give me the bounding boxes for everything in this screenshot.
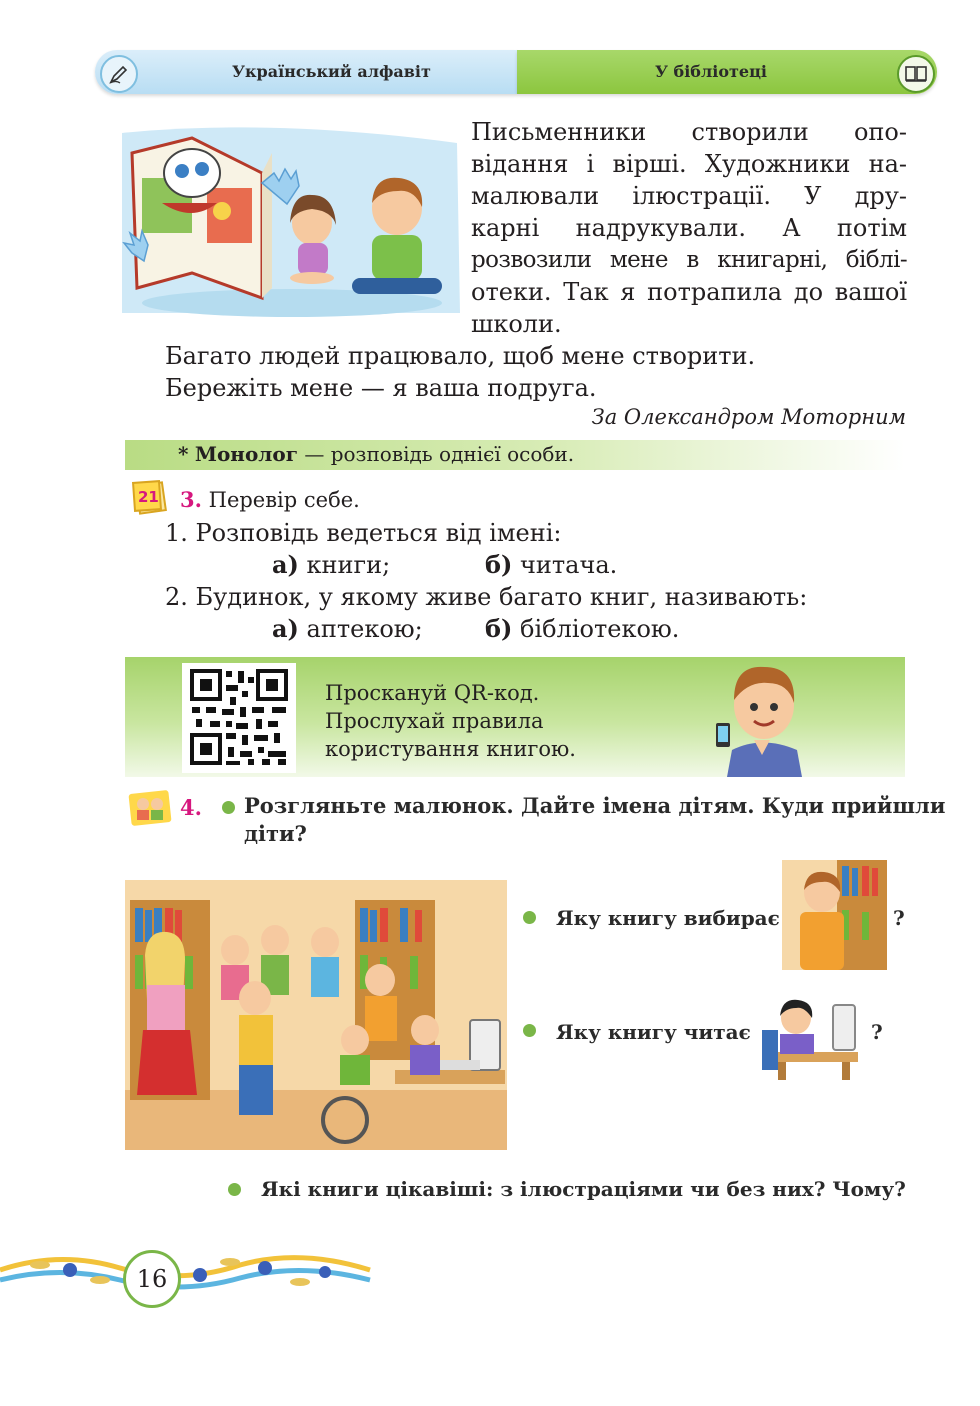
task3-heading bbox=[180, 487, 360, 512]
option-letter: б) bbox=[485, 550, 513, 579]
task3-number: 3. bbox=[180, 487, 202, 512]
story-line-6: отеки. Так я потрапила до вашої bbox=[471, 278, 907, 306]
option-text: бібліотекою. bbox=[520, 615, 680, 643]
qr-code[interactable] bbox=[182, 663, 296, 773]
calendar-icon bbox=[132, 478, 168, 516]
option-letter: б) bbox=[485, 614, 513, 643]
page-number: 16 bbox=[136, 1265, 168, 1293]
story-line-2: відання і вірші. Художники на- bbox=[471, 150, 907, 178]
children-reading-icon bbox=[128, 788, 174, 828]
book-children-illustration bbox=[122, 123, 462, 318]
book-icon bbox=[897, 55, 935, 93]
task4-number: 4. bbox=[180, 795, 202, 820]
story-line-full-1: Багато людей працювало, щоб мене створити. bbox=[165, 342, 756, 370]
definition-star: * bbox=[178, 442, 189, 466]
task4-text-line-1: Розгляньте малюнок. Дайте імена дітям. Куди прийшли bbox=[244, 793, 946, 818]
definition-text bbox=[178, 442, 574, 466]
story-line-7: школи. bbox=[471, 310, 562, 338]
task3-question-1: 1. Розповідь ведеться від імені: bbox=[165, 519, 562, 547]
question-mark: ? bbox=[893, 906, 905, 930]
story-line-4: карні надрукували. А потім bbox=[471, 214, 907, 242]
bullet-icon bbox=[228, 1183, 241, 1196]
library-illustration bbox=[125, 880, 507, 1150]
story-line-3: малювали ілюстрації. У дру- bbox=[471, 182, 907, 210]
question-choose-book: Яку книгу вибирає bbox=[556, 906, 780, 930]
definition-body: — розповідь однієї особи. bbox=[304, 442, 575, 466]
story-author: За Олександром Моторним bbox=[591, 405, 906, 429]
boy-at-computer-picture bbox=[758, 990, 863, 1080]
task3-question-2: 2. Будинок, у якому живе багато книг, називають: bbox=[165, 583, 808, 611]
task3-q1-option-a bbox=[272, 549, 390, 581]
task4-text-line-2: діти? bbox=[244, 821, 307, 846]
boy-choosing-book-picture bbox=[782, 860, 887, 970]
story-line-full-2: Бережіть мене — я ваша подруга. bbox=[165, 374, 597, 402]
task3-q2-option-b bbox=[485, 613, 679, 645]
option-text: книги; bbox=[306, 551, 391, 579]
qr-line-3: користування книгою. bbox=[325, 737, 576, 761]
header-right-title: У бібліотеці bbox=[655, 62, 767, 81]
question-mark: ? bbox=[871, 1020, 883, 1044]
definition-term: Монолог bbox=[194, 442, 298, 466]
option-text: читача. bbox=[520, 551, 618, 579]
svg-text:21: 21 bbox=[138, 488, 159, 506]
pen-icon bbox=[100, 55, 138, 93]
bullet-icon bbox=[523, 1024, 536, 1037]
qr-line-1: Проскануй QR-код. bbox=[325, 681, 540, 705]
page-number-badge bbox=[123, 1250, 181, 1308]
option-letter: а) bbox=[272, 614, 299, 643]
bullet-icon bbox=[222, 801, 235, 814]
task3-title: Перевір себе. bbox=[208, 488, 360, 512]
task3-q1-option-b bbox=[485, 549, 617, 581]
bullet-icon bbox=[523, 911, 536, 924]
option-text: аптекою; bbox=[306, 615, 423, 643]
boy-with-phone-illustration bbox=[712, 655, 812, 777]
story-line-1: Письменники створили опо- bbox=[471, 118, 907, 146]
qr-line-2: Прослухай правила bbox=[325, 709, 544, 733]
floral-ornament bbox=[0, 1240, 380, 1310]
story-line-5: розвозили мене в книгарні, біблі- bbox=[471, 247, 907, 273]
option-letter: а) bbox=[272, 550, 299, 579]
question-illustrations: Які книги цікавіші: з ілюстраціями чи без них? Чому? bbox=[261, 1177, 906, 1201]
header-left-title: Український алфавіт bbox=[232, 62, 431, 81]
task3-q2-option-a bbox=[272, 613, 423, 645]
question-read-book: Яку книгу читає bbox=[556, 1020, 751, 1044]
